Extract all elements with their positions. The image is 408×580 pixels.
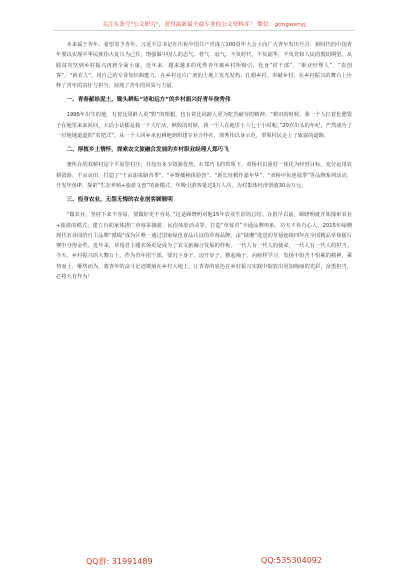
- header-divider: [54, 30, 354, 31]
- section-2-paragraph: 驰所在的双桥村是个平原型村庄，并没有多少资源优势。在郑巧飞的带领下，双桥村以重村一体化为经营目标，充分运用农耕资源、千亩良田，打造了“千亩油菜路青季”、“乡野插秧体验营”、“新长征稻作嘉年华”、“双桥甲鱼迎福季”等品牌系列活动，开发甲鱼IP，探索“生态养殖+旅游文创”的新模式，年吸引游客量达3万人次，为村集体经济创收30余万元。: [56, 162, 352, 189]
- footer-qq-contact: QQ:535304092: [260, 556, 322, 565]
- section-heading-1: 一、青春献给泥土，锄头耕耘“诗和远方”的乡村振兴好青年徐秀伟: [66, 97, 231, 104]
- section-1-paragraph: 1996年出生的他，有着比同龄人更“野”的理想，也有着比同龄人更为吃苦耐劳的精神。“耕田的时候，我一个人扛着化肥袋子在地里来来回回，大话小话都是我一个人忙活，秋收的时候，我一个人在地里十六七个小时呢。”20岁出头的年纪，严然成为了一位地地道道的“农把式”。从一个人回乡承包耕地到组建专业合作社，徐秀伟以身示范，带领村民走上了致富的道路。: [56, 112, 352, 140]
- section-heading-3: 三、投身农业，无怨无悔的农业创客顾晓明: [66, 197, 173, 204]
- document-body: [56, 40, 352, 284]
- intro-paragraph: 未来属于青年，希望寄予青年。习近平总书记在庆祝中国共产党成立100周年大会上向广大青年发出号召：新时代的中国青年要以实现中华民族伟大复兴为己任，增强做中国人的志气、骨气、底气，不负时代，不负韶华，不负党和人民的殷切期望。从脱贫攻坚到乡村振兴再到全面小康，近年来，越来越多的优秀青年被乡村所吸引，化身“村干部”、“职业经理人”、“农创客”、“新农人”，用自己的专业知识和能力，在乡村这片广袤的土地上发光发热，扎根乡村、奉献乡村，在乡村振兴的舞台上诠释了青年的责任与担当，展现了青年的风采与力量。: [56, 42, 352, 90]
- section-3-paragraph: “做农业，坚持下来不容易，要做好更不容易。”这是顾晓明对他15年农业生涯的总结。在很早以前，顾晓明就开始探索农业+旅游的模式，建立自助家体推广草莓采摘游、民俗体验活动等，打造“草莓君”卡通品牌形象。功夫不负有心人，2015年绿珊现代农业园的自主品牌“派缇”成为区唯一通过国家绿色食品认证的草莓品牌，由“绿珊”选送的草莓连续四年在全国精品草莓擂台赛中夺得金奖。近年来，草莓君主题农场更是成为了农文旅融合发展的样板。一代人有一代人的使命，一代人有一代人的担当。今天，乡村振兴的大舞台上，作为青年团干部，要沉下身子，迈开步子，撸起袖子，向榜样学习，发扬不怕苦不怕累的精神，乘势而上，顺势而为，将青年的奋斗足迹镌刻在乡村大地上，让青春的底色在乡村振兴实践中绽放出更加绚丽的光彩，奋勇担当，必将大有作为！: [56, 212, 352, 281]
- section-heading-2: 二、厚植乡土情怀，探索农文旅融合发展的乡村职业经理人郑巧飞: [66, 147, 229, 154]
- page-footer: [56, 556, 352, 567]
- page-header-banner: 关注头条号"公文研究"，获得最新最全最专业的公文资料库！ 微信：gongwenyj: [102, 22, 306, 28]
- footer-qq-group: QQ群: 31991489: [86, 557, 153, 566]
